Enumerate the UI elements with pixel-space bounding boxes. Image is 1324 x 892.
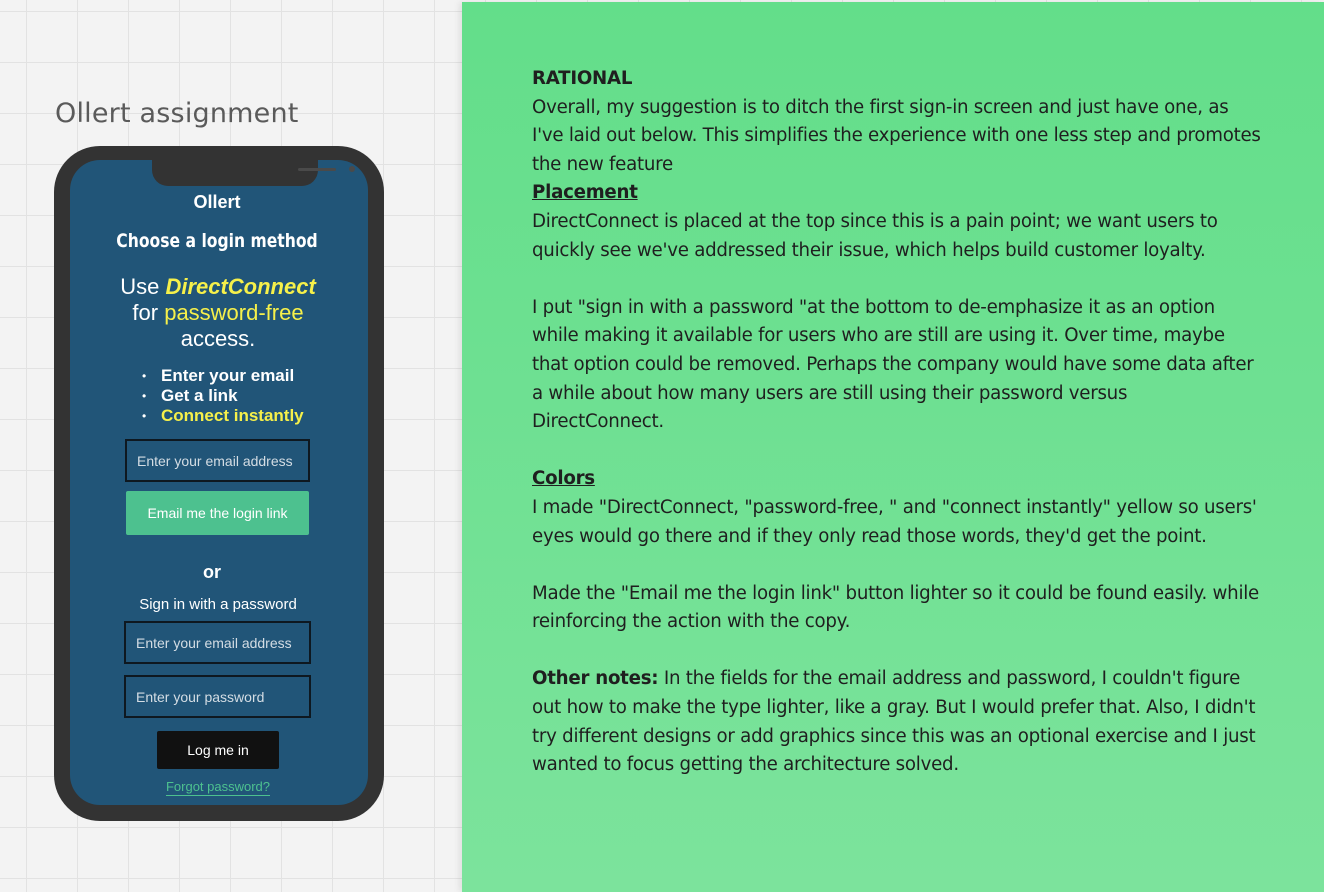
login-method-heading: Choose a login method bbox=[116, 230, 318, 252]
tagline-for: for bbox=[132, 300, 159, 325]
other-notes-paragraph bbox=[532, 665, 1262, 779]
directconnect-email-input[interactable] bbox=[137, 453, 298, 469]
list-item: • Enter your email bbox=[142, 366, 304, 386]
steps-list bbox=[142, 366, 304, 426]
email-login-link-button[interactable]: Email me the login link bbox=[126, 491, 309, 535]
forgot-password-link[interactable] bbox=[70, 779, 366, 794]
tagline-access: access. bbox=[180, 326, 256, 351]
app-name: Ollert bbox=[193, 192, 241, 212]
rational-text: Overall, my suggestion is to ditch the first sign-in screen and just have one, as I've laid out below. This simplifies the experience with one less step and promotes the new feature bbox=[532, 96, 1261, 175]
note-body bbox=[532, 65, 1262, 780]
phone-notch bbox=[152, 160, 318, 186]
sticky-note[interactable] bbox=[462, 2, 1324, 892]
colors-text-1: I made "DirectConnect, "password-free, " and "connect instantly" yellow so users' eyes would go there and if they only read those words, they'd get the point. bbox=[532, 496, 1257, 547]
password-email-field[interactable] bbox=[124, 621, 311, 664]
speaker-icon bbox=[298, 168, 336, 171]
list-item: • Get a link bbox=[142, 386, 304, 406]
password-signin-label: Sign in with a password bbox=[139, 596, 297, 613]
password-field[interactable] bbox=[124, 675, 311, 718]
or-divider: or bbox=[203, 562, 221, 582]
phone-screen bbox=[70, 160, 368, 805]
list-item: • Connect instantly bbox=[142, 406, 304, 426]
other-notes-heading: Other notes: bbox=[532, 668, 659, 690]
login-button[interactable]: Log me in bbox=[157, 731, 279, 769]
forgot-password-text[interactable]: Forgot password? bbox=[165, 779, 271, 794]
phone-mockup bbox=[54, 146, 384, 821]
placement-text-1: DirectConnect is placed at the top since this is a pain point; we want users to quickly see we've addressed their issue, which helps build customer loyalty. bbox=[532, 210, 1218, 261]
placement-heading: Placement bbox=[532, 182, 638, 204]
colors-text-2: Made the "Email me the login link" button lighter so it could be found easily. while reinforcing the action with the copy. bbox=[532, 582, 1259, 633]
directconnect-email-field[interactable] bbox=[125, 439, 310, 482]
tagline-use: Use bbox=[120, 274, 160, 299]
tagline-highlight: password-free bbox=[164, 300, 304, 325]
colors-heading: Colors bbox=[532, 468, 595, 490]
password-input[interactable] bbox=[136, 689, 299, 705]
rational-heading: RATIONAL bbox=[532, 68, 633, 89]
directconnect-tagline bbox=[70, 274, 366, 352]
camera-icon bbox=[349, 166, 355, 172]
other-notes-text: In the fields for the email address and password, I couldn't figure out how to make the type lighter, like a gray. But I would prefer that. Also, I didn't try different designs or add graphics since this was an optional exercise and I just wanted to focus getting the architecture solved. bbox=[532, 668, 1256, 776]
placement-text-2: I put "sign in with a password "at the bottom to de-emphasize it as an option while making it available for users who are still are using it. Over time, maybe that option could be removed. Perhaps the company would have some data after a while about how many users are still using their password versus DirectConnect. bbox=[532, 296, 1254, 433]
password-email-input[interactable] bbox=[136, 635, 299, 651]
board-title: Ollert assignment bbox=[55, 98, 299, 129]
tagline-brand: DirectConnect bbox=[165, 274, 316, 299]
